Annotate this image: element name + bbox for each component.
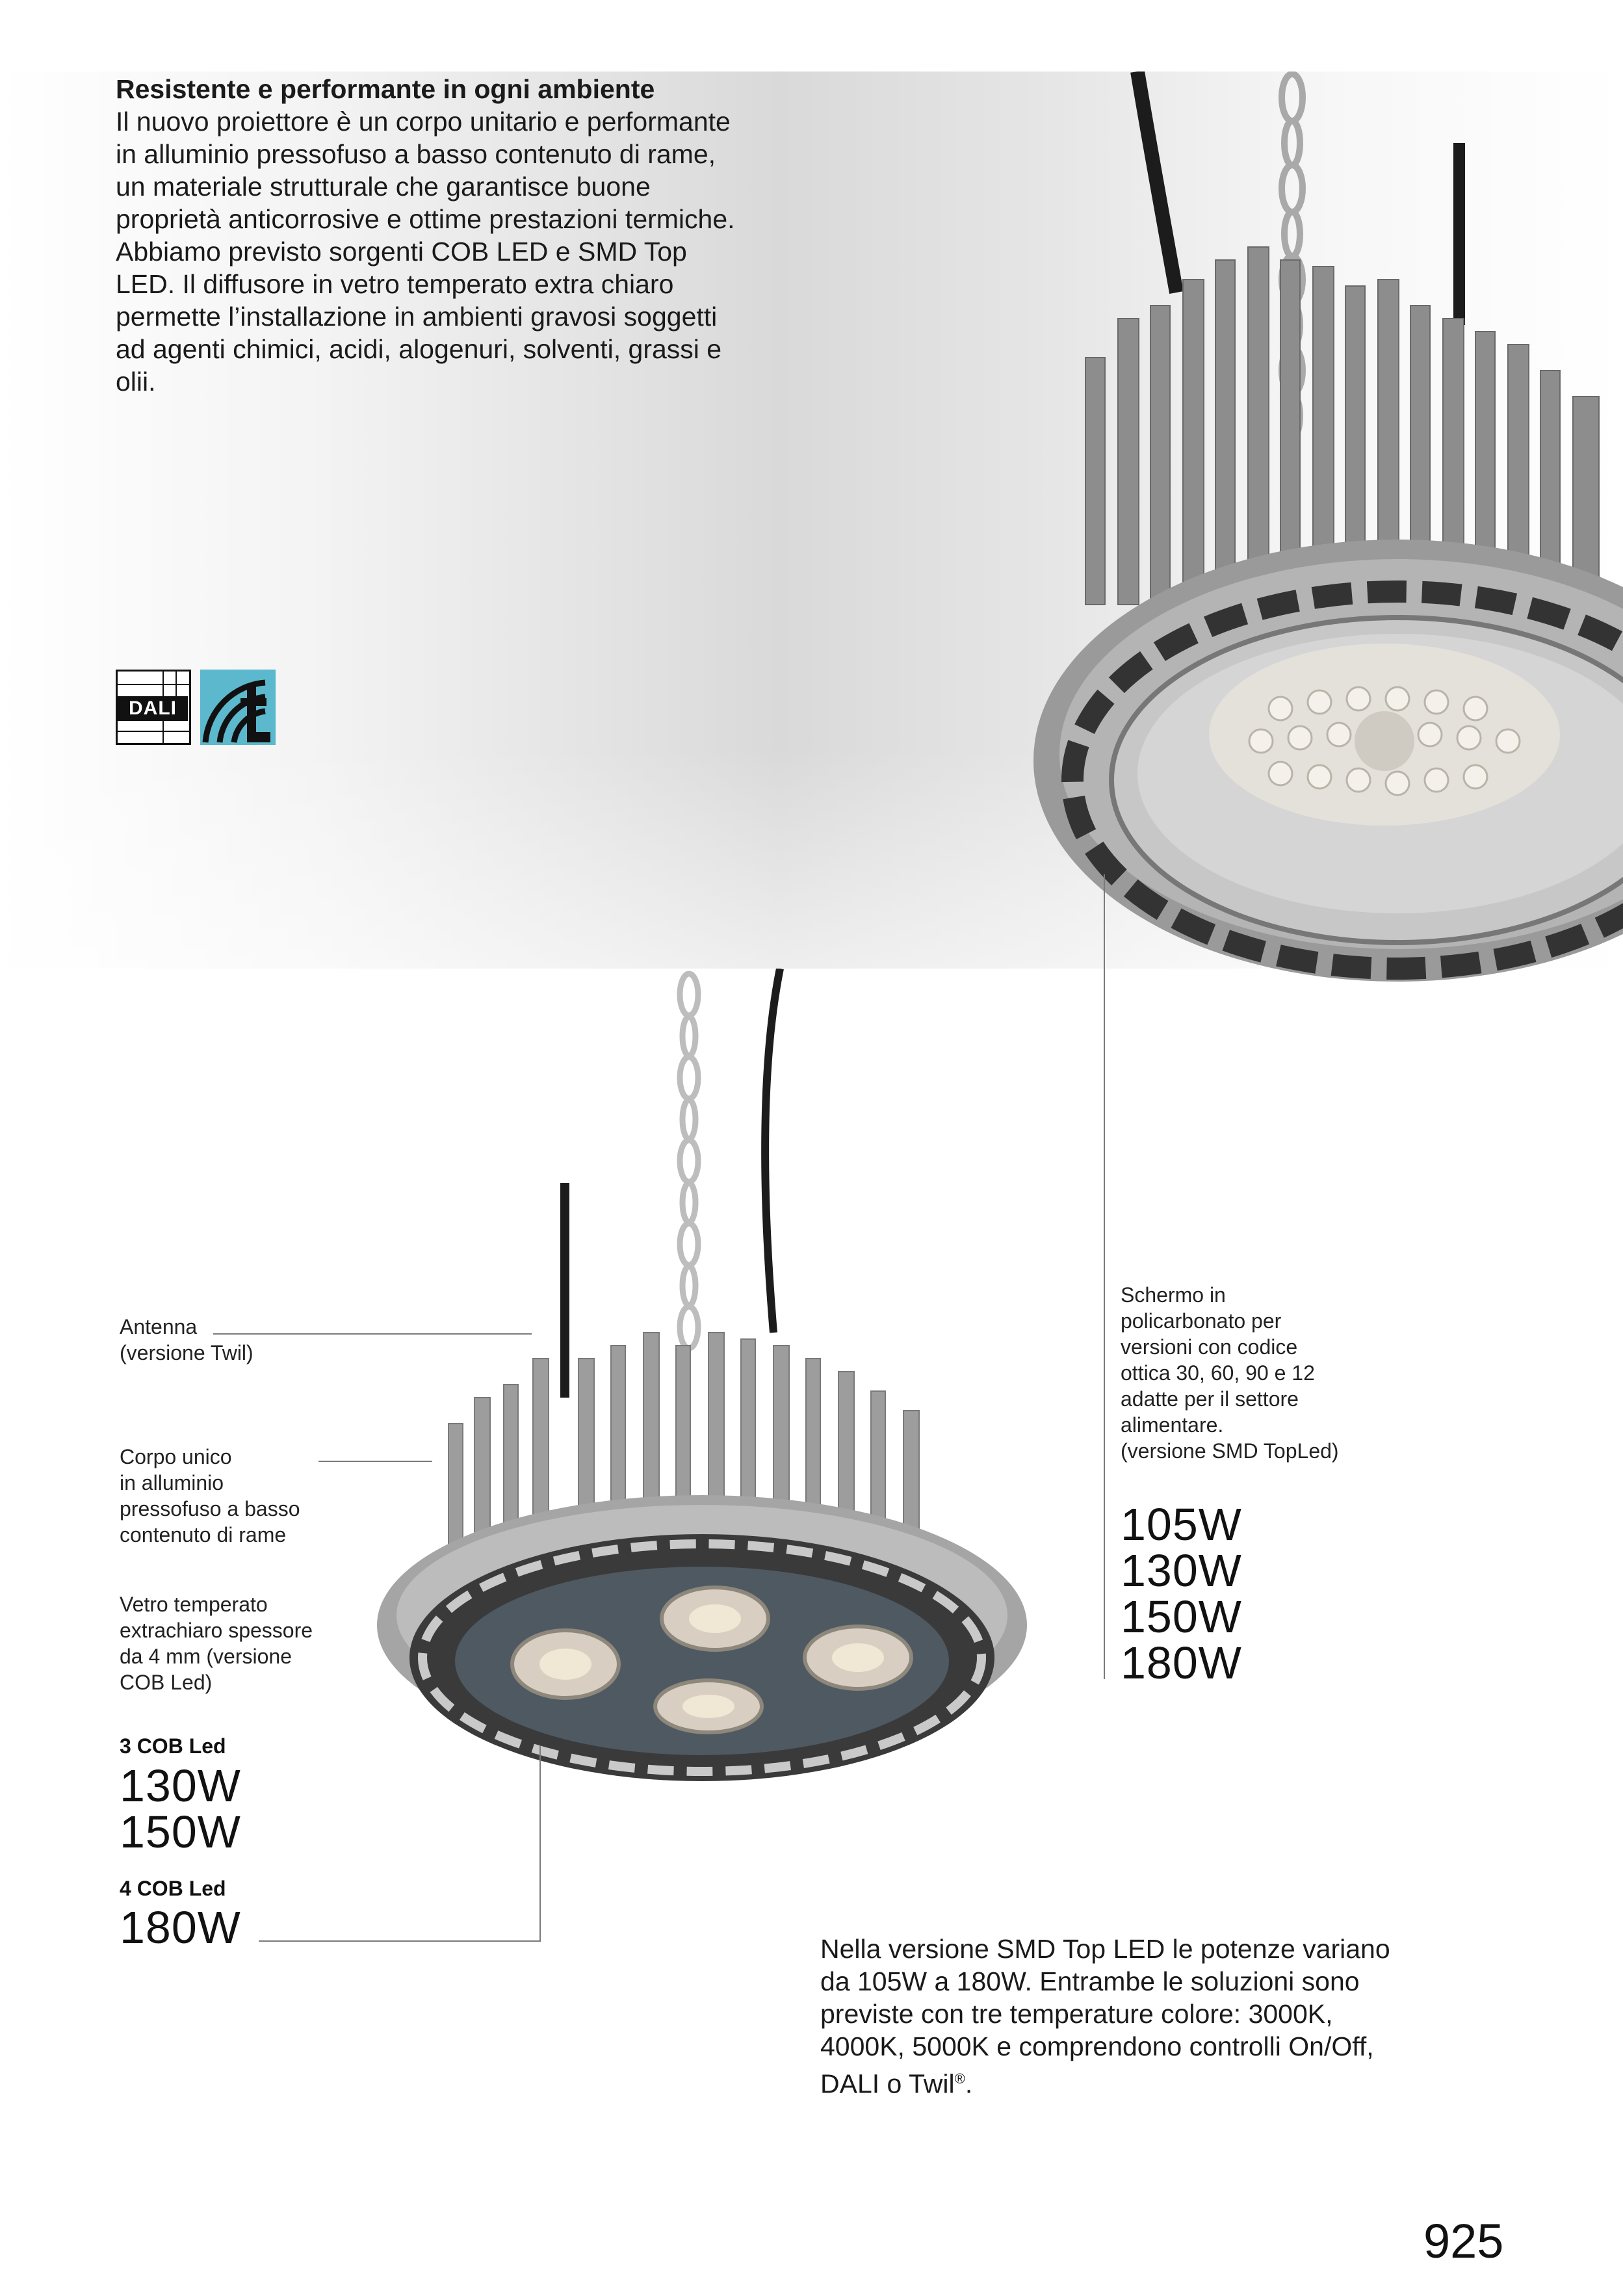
twil-icon (200, 670, 276, 745)
callout-screen-line: versioni con codice (1121, 1335, 1298, 1359)
watt-value: 180W (120, 1902, 241, 1953)
summary-text: Nella versione SMD Top LED le potenze variano da 105W a 180W. Entrambe le soluzioni sono previste con tre temperature colore: 3000K, 4000K, 5000K e comprendono controlli On/Off, DALI o Twil (820, 1934, 1390, 2099)
callout-glass (120, 1591, 406, 1695)
watt-value: 105W (1121, 1499, 1242, 1550)
callout-screen-line: (versione SMD TopLed) (1121, 1439, 1339, 1463)
cob-leader-horizontal (259, 1940, 541, 1942)
smd-lamp-photo (825, 72, 1623, 1086)
callout-body-line: Corpo unico (120, 1445, 232, 1468)
page-number: 925 (1423, 2214, 1504, 2268)
callout-screen-line: adatte per il settore (1121, 1387, 1299, 1411)
screen-leader-line (1104, 874, 1105, 1679)
callout-antenna (120, 1314, 393, 1366)
callout-body-line: pressofuso a basso (120, 1497, 300, 1520)
watt-value: 180W (1121, 1637, 1242, 1688)
callout-screen-line: policarbonato per (1121, 1309, 1282, 1333)
intro-heading: Resistente e performante in ogni ambiente (116, 74, 655, 104)
callout-body-line: in alluminio (120, 1471, 224, 1494)
callout-body (120, 1444, 393, 1548)
intro-block (116, 73, 740, 398)
callout-body-line: contenuto di rame (120, 1523, 287, 1546)
four-cob-heading: 4 COB Led (120, 1877, 226, 1900)
summary-paragraph (820, 1933, 1405, 2100)
registered-mark: ® (954, 2070, 965, 2087)
cob-lamp-photo (364, 969, 1079, 1814)
watt-value: 150W (120, 1807, 241, 1857)
callout-glass-line: da 4 mm (versione (120, 1645, 292, 1668)
callout-glass-line: extrachiaro spessore (120, 1619, 313, 1642)
callout-screen-line: ottica 30, 60, 90 e 12 (1121, 1361, 1315, 1385)
callout-glass-line: Vetro temperato (120, 1593, 268, 1616)
four-cob-watts (120, 1902, 241, 1953)
summary-end: . (965, 2068, 973, 2099)
callout-screen-line: Schermo in (1121, 1283, 1226, 1307)
three-cob-heading: 3 COB Led (120, 1734, 226, 1758)
cob-leader-vertical (539, 1745, 541, 1940)
smd-watts (1121, 1499, 1242, 1688)
callout-screen (1121, 1282, 1485, 1464)
watt-value: 150W (1121, 1591, 1242, 1642)
dali-icon (116, 670, 191, 745)
three-cob-watts (120, 1760, 241, 1857)
dali-label: DALI (118, 696, 188, 721)
watt-value: 130W (120, 1760, 241, 1811)
intro-body: Il nuovo proiettore è un corpo unitario e performante in alluminio pressofuso a basso contenuto di rame, un materiale strutturale che garantisce buone proprietà anticorrosive e ottime prestazioni termiche. Abbiamo previsto sorgenti COB LED e SMD Top LED. Il diffusore in vetro temperato extra chiaro permette l’installazione in ambienti gravosi soggetti ad agenti chimici, acidi, alogenuri, solventi, grassi e olii. (116, 107, 735, 397)
callout-glass-line: COB Led) (120, 1671, 213, 1694)
watt-value: 130W (1121, 1545, 1242, 1596)
callout-antenna-line: (versione Twil) (120, 1341, 253, 1364)
callout-antenna-line: Antenna (120, 1315, 198, 1338)
callout-screen-line: alimentare. (1121, 1413, 1224, 1437)
